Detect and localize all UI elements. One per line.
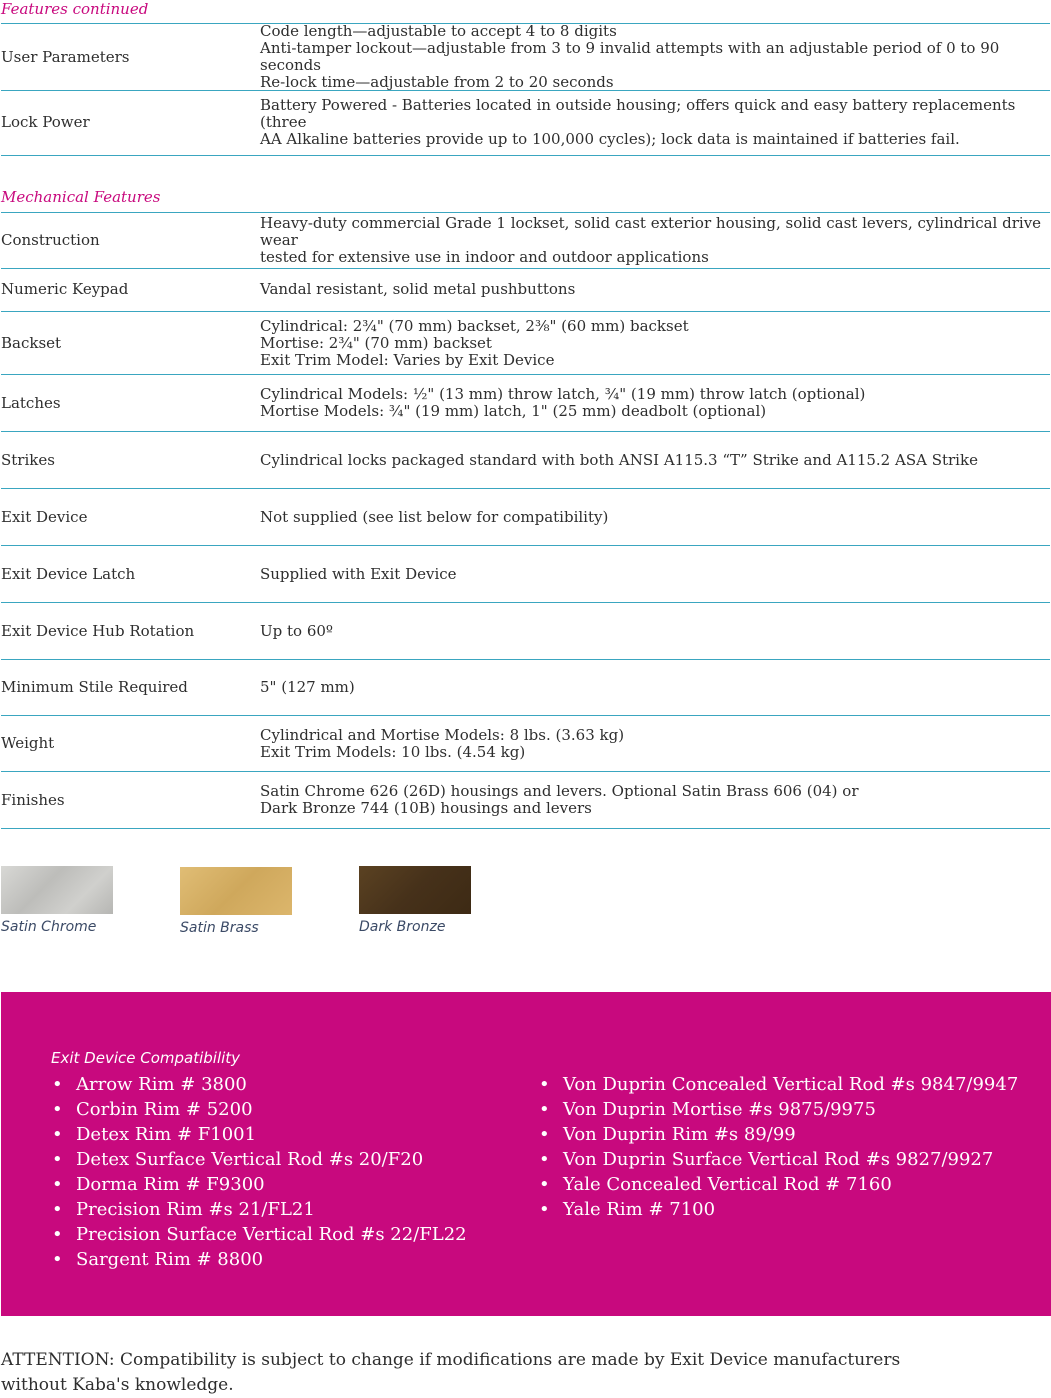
spec-row-user-parameters <box>1 23 1050 91</box>
spec-row-hub-rotation <box>1 603 1050 660</box>
dark-bronze-swatch <box>359 866 471 914</box>
spec-label: Strikes <box>1 450 55 469</box>
list-item: • Yale Concealed Vertical Rod # 7160 <box>539 1172 1018 1197</box>
spec-value: Satin Chrome 626 (26D) housings and levers. Optional Satin Brass 606 (04) or Dark Bronze 744 (10B) housings and levers <box>260 782 859 817</box>
features-continued-title: Features continued <box>1 0 149 18</box>
spec-label: Exit Device <box>1 507 88 526</box>
spec-label: Construction <box>1 231 100 249</box>
list-item: • Detex Rim # F1001 <box>52 1122 467 1147</box>
spec-label: Minimum Stile Required <box>1 678 188 696</box>
spec-row-numeric-keypad <box>1 268 1050 312</box>
spec-value: Code length—adjustable to accept 4 to 8 digits Anti-tamper lockout—adjustable from 3 to 9 invalid attempts with an adjustable period of 0 to 90 seconds Re-lock time—adjustable from 2 to 20 seconds <box>260 22 1000 91</box>
spec-value: Heavy-duty commercial Grade 1 lockset, solid cast exterior housing, solid cast levers, cylindrical drive wear tested for extensive use in indoor and outdoor applications <box>260 214 1042 266</box>
spec-value: 5" (127 mm) <box>260 678 355 696</box>
list-item: • Von Duprin Rim #s 89/99 <box>539 1122 1018 1147</box>
spec-value: Supplied with Exit Device <box>260 564 457 583</box>
spec-label: Lock Power <box>1 113 90 131</box>
list-item: • Von Duprin Concealed Vertical Rod #s 9847/9947 <box>539 1072 1018 1097</box>
list-item: • Precision Rim #s 21/FL21 <box>52 1197 467 1222</box>
list-item: • Von Duprin Surface Vertical Rod #s 9827/9927 <box>539 1147 1018 1172</box>
spec-row-minimum-stile <box>1 660 1050 716</box>
spec-value: Up to 60º <box>260 621 333 640</box>
list-item: • Corbin Rim # 5200 <box>52 1097 467 1122</box>
compatibility-list-left <box>52 1072 467 1272</box>
list-item: • Precision Surface Vertical Rod #s 22/FL22 <box>52 1222 467 1247</box>
compatibility-list-right <box>539 1072 1018 1222</box>
satin-brass-swatch <box>180 867 292 915</box>
spec-row-exit-device <box>1 489 1050 546</box>
spec-row-finishes <box>1 772 1050 829</box>
spec-value: Not supplied (see list below for compatibility) <box>260 507 609 526</box>
satin-chrome-swatch <box>1 866 113 914</box>
dark-bronze-label: Dark Bronze <box>359 919 446 935</box>
spec-value: Cylindrical locks packaged standard with both ANSI A115.3 “T” Strike and A115.2 ASA Strike <box>260 450 978 469</box>
spec-row-strikes <box>1 432 1050 489</box>
spec-value: Cylindrical: 2¾" (70 mm) backset, 2⅜" (60 mm) backset Mortise: 2¾" (70 mm) backset Exit Trim Model: Varies by Exit Device <box>260 316 689 369</box>
list-item: • Detex Surface Vertical Rod #s 20/F20 <box>52 1147 467 1172</box>
spec-value: Cylindrical and Mortise Models: 8 lbs. (3.63 kg) Exit Trim Models: 10 lbs. (4.54 kg) <box>260 725 625 761</box>
spec-label: Exit Device Hub Rotation <box>1 621 195 640</box>
list-item: • Von Duprin Mortise #s 9875/9975 <box>539 1097 1018 1122</box>
spec-label: Weight <box>1 734 55 752</box>
spec-row-lock-power <box>1 90 1050 156</box>
spec-row-construction <box>1 212 1050 269</box>
list-item: • Arrow Rim # 3800 <box>52 1072 467 1097</box>
spec-row-latches <box>1 375 1050 432</box>
spec-value: Cylindrical Models: ½" (13 mm) throw latch, ¾" (19 mm) throw latch (optional) Mortise Models: ¾" (19 mm) latch, 1" (25 mm) deadbolt (optional) <box>260 385 866 420</box>
list-item: • Yale Rim # 7100 <box>539 1197 1018 1222</box>
satin-chrome-label: Satin Chrome <box>1 919 97 935</box>
spec-label: Backset <box>1 333 62 352</box>
satin-brass-label: Satin Brass <box>180 920 259 936</box>
mechanical-features-title: Mechanical Features <box>1 188 161 206</box>
spec-row-backset <box>1 312 1050 375</box>
spec-row-exit-device-latch <box>1 546 1050 603</box>
list-item: • Dorma Rim # F9300 <box>52 1172 467 1197</box>
compatibility-title: Exit Device Compatibility <box>51 1049 241 1067</box>
spec-label: Numeric Keypad <box>1 280 129 298</box>
spec-label: User Parameters <box>1 47 130 66</box>
spec-row-weight <box>1 716 1050 772</box>
spec-value: Vandal resistant, solid metal pushbuttons <box>260 280 576 298</box>
spec-label: Latches <box>1 393 61 412</box>
attention-note: ATTENTION: Compatibility is subject to change if modifications are made by Exit Device manufacturers without Kaba's knowledge. <box>1 1350 901 1395</box>
spec-value: Battery Powered - Batteries located in outside housing; offers quick and easy battery replacements (three AA Alkaline batteries provide up to 100,000 cycles); lock data is maintained if batteries fail. <box>260 96 1016 148</box>
spec-label: Exit Device Latch <box>1 564 136 583</box>
compatibility-panel <box>1 992 1051 1316</box>
spec-label: Finishes <box>1 790 65 809</box>
list-item: • Sargent Rim # 8800 <box>52 1247 467 1272</box>
